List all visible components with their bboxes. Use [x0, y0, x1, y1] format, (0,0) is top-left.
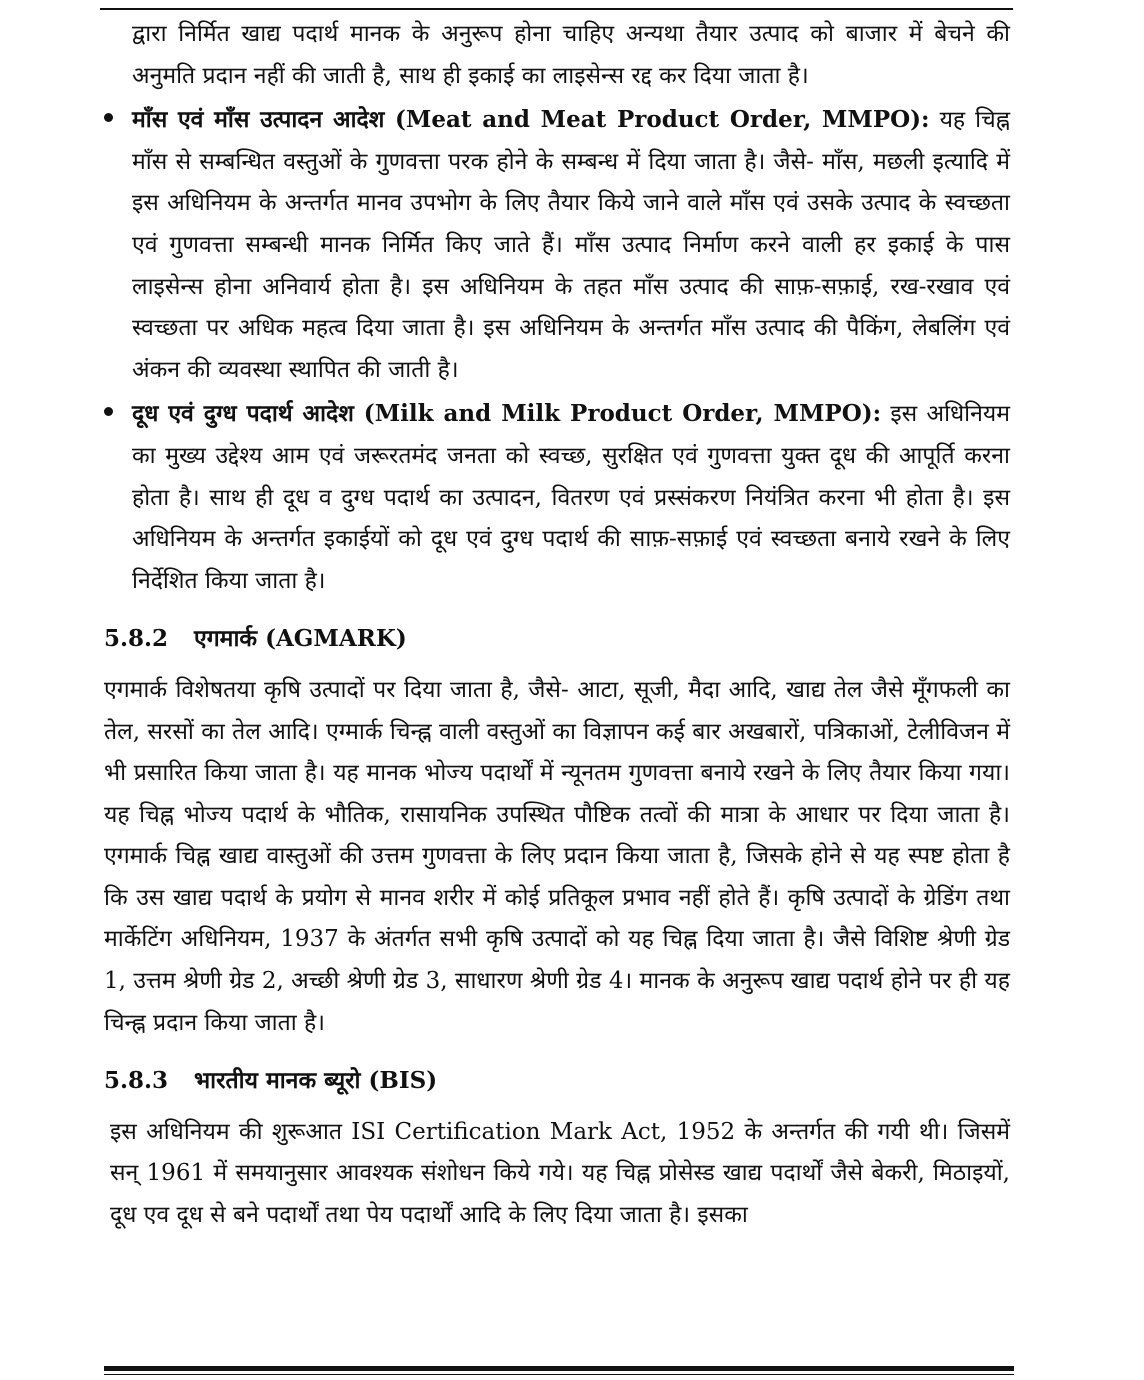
- section-heading-bis: [104, 1060, 1010, 1102]
- section-number: 5.8.2: [104, 625, 169, 653]
- bullet-text: यह चिह्न माँस से सम्बन्धित वस्तुओं के गुणवत्ता परक होने के सम्बन्ध में दिया जाता है। जैसे- माँस, मछली इत्यादि में इस अधिनियम के अन्तर्गत मानव उपभोग के लिए तैयार किये जाने वाले माँस एवं उसके उत्पाद के स्वच्छता एवं गुणवत्ता सम्बन्धी मानक निर्मित किए जाते हैं। माँस उत्पाद निर्माण करने वाली हर इकाई के पास लाइसेन्स होना अनिवार्य होता है। इस अधिनियम के तहत माँस उत्पाद की साफ़-सफ़ाई, रख-रखाव एवं स्वच्छता पर अधिक महत्व दिया जाता है। इस अधिनियम के अन्तर्गत माँस उत्पाद की पैकिंग, लेबलिंग एवं अंकन की व्यवस्था स्थापित की जाती है।: [132, 107, 1010, 383]
- bullet-icon: [104, 407, 113, 416]
- bullet-icon: [104, 113, 113, 122]
- section-heading-agmark: [104, 618, 1010, 660]
- section-number: 5.8.3: [104, 1067, 169, 1095]
- document-page: [104, 14, 1010, 1237]
- section-paragraph-agmark: एगमार्क विशेषतया कृषि उत्पादों पर दिया जाता है, जैसे- आटा, सूजी, मैदा आदि, खाद्य तेल जैसे मूँगफली का तेल, सरसों का तेल आदि। एग्मार्क चिन्ह्न वाली वस्तुओं का विज्ञापन कई बार अखबारों, पत्रिकाओं, टेलीविजन में भी प्रसारित किया जाता है। यह मानक भोज्य पदार्थों में न्यूनतम गुणवत्ता बनाये रखने के लिए तैयार किया गया। यह चिह्न भोज्य पदार्थ के भौतिक, रासायनिक उपस्थित पौष्टिक तत्वों की मात्रा के आधार पर दिया जाता है। एगमार्क चिह्न खाद्य वास्तुओं की उत्तम गुणवत्ता के लिए प्रदान किया जाता है, जिसके होने से यह स्पष्ट होता है कि उस खाद्य पदार्थ के प्रयोग से मानव शरीर में कोई प्रतिकूल प्रभाव नहीं होते हैं। कृषि उत्पादों के ग्रेडिंग तथा मार्केटिंग अधिनियम, 1937 के अंतर्गत सभी कृषि उत्पादों को यह चिह्न दिया जाता है। जैसे विशिष्ट श्रेणी ग्रेड 1, उत्तम श्रेणी ग्रेड 2, अच्छी श्रेणी ग्रेड 3, साधारण श्रेणी ग्रेड 4। मानक के अनुरूप खाद्य पदार्थ होने पर ही यह चिन्ह्न प्रदान किया जाता है।: [104, 676, 1010, 1036]
- bullet-text: इस अधिनियम का मुख्य उद्देश्य आम एवं जरूरतमंद जनता को स्वच्छ, सुरक्षित एवं गुणवत्ता युक्त दूध की आपूर्ति करना होता है। साथ ही दूध व दुग्ध पदार्थ का उत्पादन, वितरण एवं प्रस्संकरण नियंत्रित करना भी होता है। इस अधिनियम के अन्तर्गत इकाईयों को दूध एवं दुग्ध पदार्थ की साफ़-सफ़ाई एवं स्वच्छता बनाये रखने के लिए निर्देशित किया जाता है।: [132, 401, 1010, 594]
- bottom-rule-thin: [104, 1374, 1014, 1375]
- section-paragraph-bis: इस अधिनियम की शुरूआत ISI Certification Mark Act, 1952 के अन्तर्गत की गयी थी। जिसमें सन् 1961 में समयानुसार आवश्यक संशोधन किये गये। यह चिह्न प्रोसेस्ड खाद्य पदार्थों जैसे बेकरी, मिठाइयों, दूध एव दूध से बने पदार्थों तथा पेय पदार्थों आदि के लिए दिया जाता है। इसका: [110, 1118, 1010, 1229]
- bullet-title: दूध एवं दुग्ध पदार्थ आदेश (Milk and Milk Product Order, MMPO):: [132, 400, 882, 428]
- top-rule: [100, 8, 1013, 10]
- intro-paragraph: द्वारा निर्मित खाद्य पदार्थ मानक के अनुरूप होना चाहिए अन्यथा तैयार उत्पाद को बाजार में बेचने की अनुमति प्रदान नहीं की जाती है, साथ ही इकाई का लाइसेन्स रद्द कर दिया जाता है।: [132, 21, 1010, 89]
- bullet-item-meat-order: [104, 99, 1010, 391]
- bullet-item-milk-order: [104, 393, 1010, 602]
- bullet-title: माँस एवं माँस उत्पादन आदेश (Meat and Meat Product Order, MMPO):: [132, 106, 930, 134]
- bottom-rule: [104, 1366, 1014, 1371]
- section-title: एगमार्क (AGMARK): [194, 625, 407, 653]
- section-title: भारतीय मानक ब्यूरो (BIS): [194, 1067, 438, 1095]
